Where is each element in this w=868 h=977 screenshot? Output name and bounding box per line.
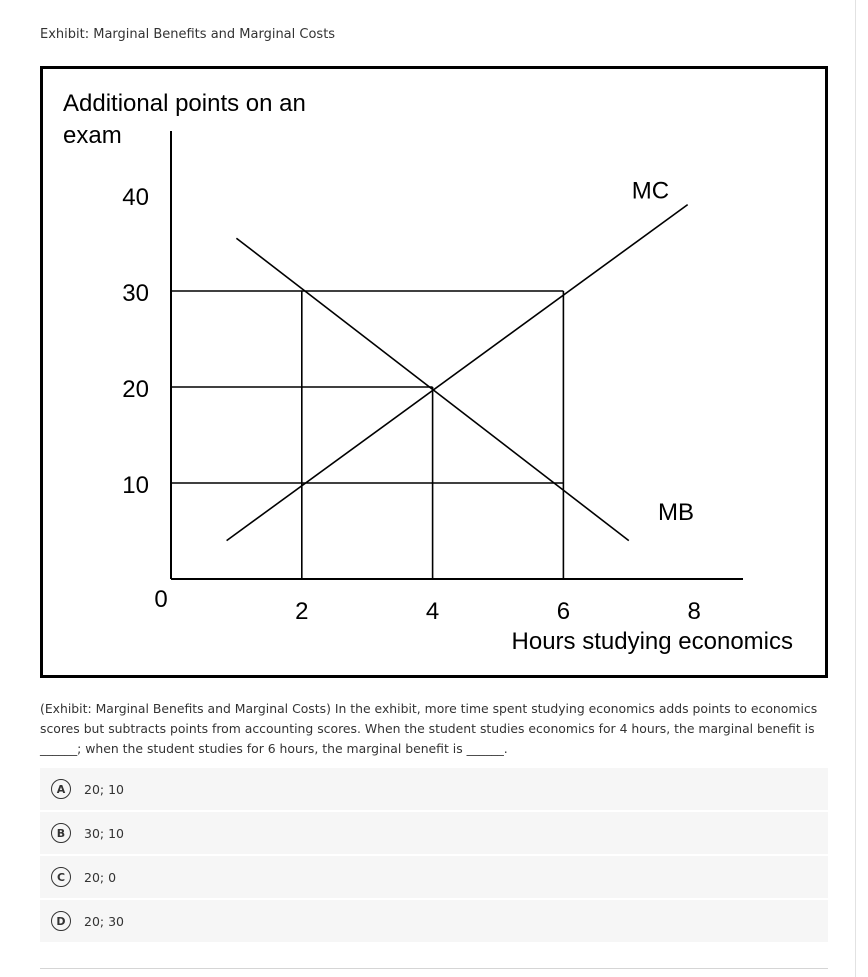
option-d[interactable] — [40, 900, 828, 942]
option-c-text: 20; 0 — [84, 869, 117, 885]
option-c[interactable] — [40, 856, 828, 898]
y-tick-label: 10 — [122, 472, 149, 499]
series-line-mc — [227, 205, 688, 541]
x-tick-label: 8 — [687, 598, 701, 625]
option-b[interactable] — [40, 812, 828, 854]
y-axis-title-line2: exam — [63, 122, 122, 149]
exhibit-chart — [40, 66, 828, 678]
option-b-letter: B — [51, 823, 71, 843]
y-tick-label: 20 — [122, 376, 149, 403]
y-tick-label: 30 — [122, 280, 149, 307]
origin-label: 0 — [154, 586, 168, 613]
option-a[interactable] — [40, 768, 828, 810]
series-label-mb: MB — [657, 499, 694, 526]
x-tick-label: 6 — [556, 598, 571, 625]
chart-svg — [43, 69, 825, 675]
series-label-mc: MC — [631, 177, 670, 205]
question-text: (Exhibit: Marginal Benefits and Marginal Costs) In the exhibit, more time spent studying economics adds points to economics scores but subtracts points from accounting scores. When the student studies economics for 4 hours, the marginal benefit is ______; when the student studies for 6 hours, the marginal benefit is ______. — [40, 701, 818, 756]
option-b-text: 30; 10 — [84, 825, 124, 841]
y-tick-label: 40 — [122, 184, 149, 211]
y-axis-title-line1: Additional points on an — [63, 90, 306, 117]
x-axis-title: Hours studying economics — [511, 628, 793, 655]
option-a-letter: A — [51, 779, 71, 799]
x-tick-label: 4 — [425, 598, 440, 625]
page-edge — [855, 0, 856, 977]
answer-options — [40, 768, 828, 944]
option-d-text: 20; 30 — [84, 913, 124, 929]
option-d-letter: D — [51, 911, 71, 931]
option-a-text: 20; 10 — [84, 781, 124, 797]
option-c-letter: C — [51, 867, 71, 887]
exhibit-title: Exhibit: Marginal Benefits and Marginal Costs — [40, 27, 336, 42]
x-tick-label: 2 — [295, 598, 309, 625]
bottom-divider — [40, 968, 828, 969]
